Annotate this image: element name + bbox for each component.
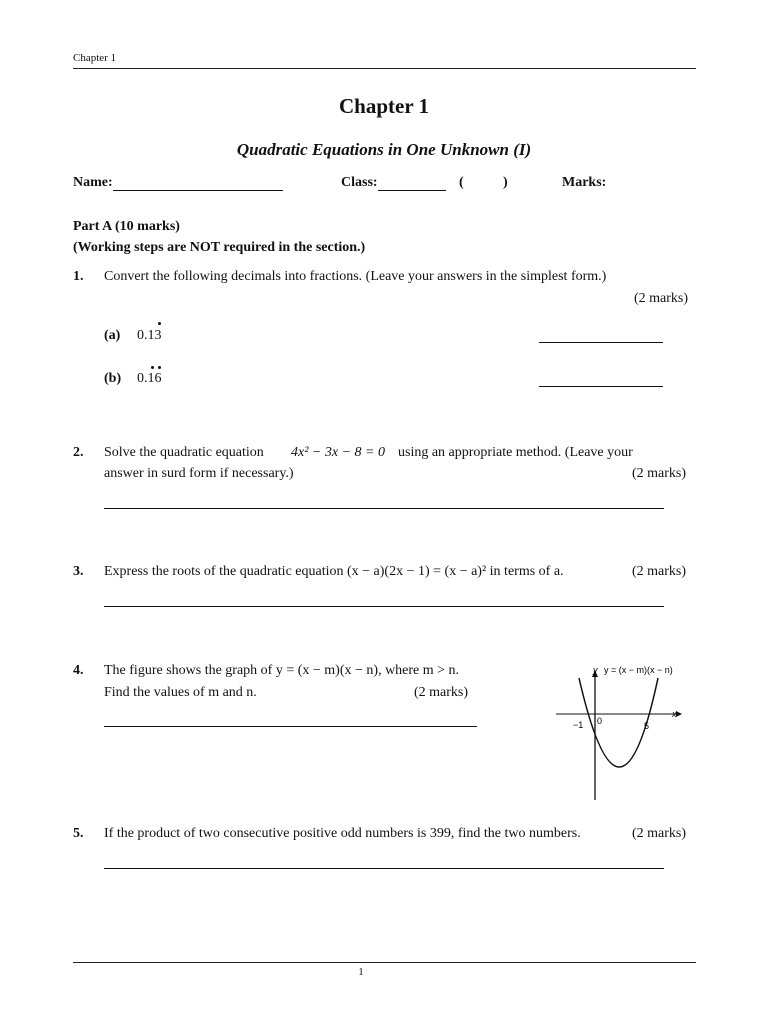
q2-answer-line[interactable] — [104, 508, 664, 509]
q1b-value: 0.16 — [137, 371, 162, 386]
recurring-dot — [151, 366, 154, 369]
q1a-answer-line[interactable] — [539, 342, 663, 343]
q3-number: 3. — [73, 564, 84, 579]
recurring-dot — [158, 366, 161, 369]
q1b-label: (b) — [104, 371, 122, 386]
class-field[interactable] — [341, 175, 446, 191]
q1-number: 1. — [73, 269, 84, 284]
name-field[interactable] — [73, 175, 283, 191]
x-axis-arrowhead — [676, 711, 682, 717]
x-axis-label: x — [672, 709, 677, 719]
q4-marks: (2 marks) — [414, 685, 469, 700]
q1-marks: (2 marks) — [634, 291, 689, 306]
q2-marks: (2 marks) — [632, 466, 687, 481]
q4-answer-line[interactable] — [104, 726, 477, 727]
curve-equation-label: y = (x − m)(x − n) — [604, 665, 673, 675]
page-subtitle: Quadratic Equations in One Unknown (I) — [236, 140, 532, 159]
q5-marks: (2 marks) — [632, 826, 687, 841]
q2-equation: 4x² − 3x − 8 = 0 — [291, 445, 385, 460]
origin-label: 0 — [597, 716, 603, 726]
q3-answer-line[interactable] — [104, 606, 664, 607]
q5-number: 5. — [73, 826, 84, 841]
q5-text: If the product of two consecutive positive odd numbers is 399, find the two numbers. — [104, 826, 581, 841]
q4-text-line2: Find the values of m and n. — [104, 685, 257, 700]
q2-text-after: using an appropriate method. (Leave your — [398, 445, 633, 460]
q3-marks: (2 marks) — [632, 564, 687, 579]
class-label: Class: — [341, 175, 378, 190]
q1-text: Convert the following decimals into fractions. (Leave your answers in the simplest form.) — [104, 269, 607, 284]
recurring-dot — [158, 322, 161, 325]
header-rule — [73, 68, 696, 69]
page-number: 1 — [358, 966, 364, 978]
footer-rule — [73, 962, 696, 963]
y-axis-label: y — [593, 665, 598, 675]
q5-answer-line[interactable] — [104, 868, 664, 869]
part-a-heading: Part A (10 marks) — [73, 219, 180, 234]
name-blank[interactable] — [113, 176, 283, 191]
q2-number: 2. — [73, 445, 84, 460]
q3-text: Express the roots of the quadratic equation (x − a)(2x − 1) = (x − a)² in terms of a. — [104, 564, 564, 579]
q2-text-before: Solve the quadratic equation — [104, 445, 264, 460]
running-header: Chapter 1 — [73, 52, 117, 64]
q2-text-line2: answer in surd form if necessary.) — [104, 466, 294, 481]
class-blank[interactable] — [378, 176, 446, 191]
name-label: Name: — [73, 175, 113, 190]
right-root-label: 5 — [644, 721, 650, 731]
q4-number: 4. — [73, 663, 84, 678]
q1b-answer-line[interactable] — [539, 386, 663, 387]
q4-parabola-graph — [548, 660, 698, 805]
class-number-close-paren: ) — [503, 175, 508, 190]
q1a-label: (a) — [104, 328, 121, 343]
page-title: Chapter 1 — [338, 94, 430, 118]
left-root-label: −1 — [573, 720, 584, 730]
class-number-open-paren: ( — [459, 175, 464, 190]
marks-label: Marks: — [562, 175, 607, 190]
part-a-instruction: (Working steps are NOT required in the section.) — [73, 240, 366, 255]
q4-text-line1: The figure shows the graph of y = (x − m)(x − n), where m > n. — [104, 663, 460, 678]
q1a-value: 0.13 — [137, 328, 162, 343]
